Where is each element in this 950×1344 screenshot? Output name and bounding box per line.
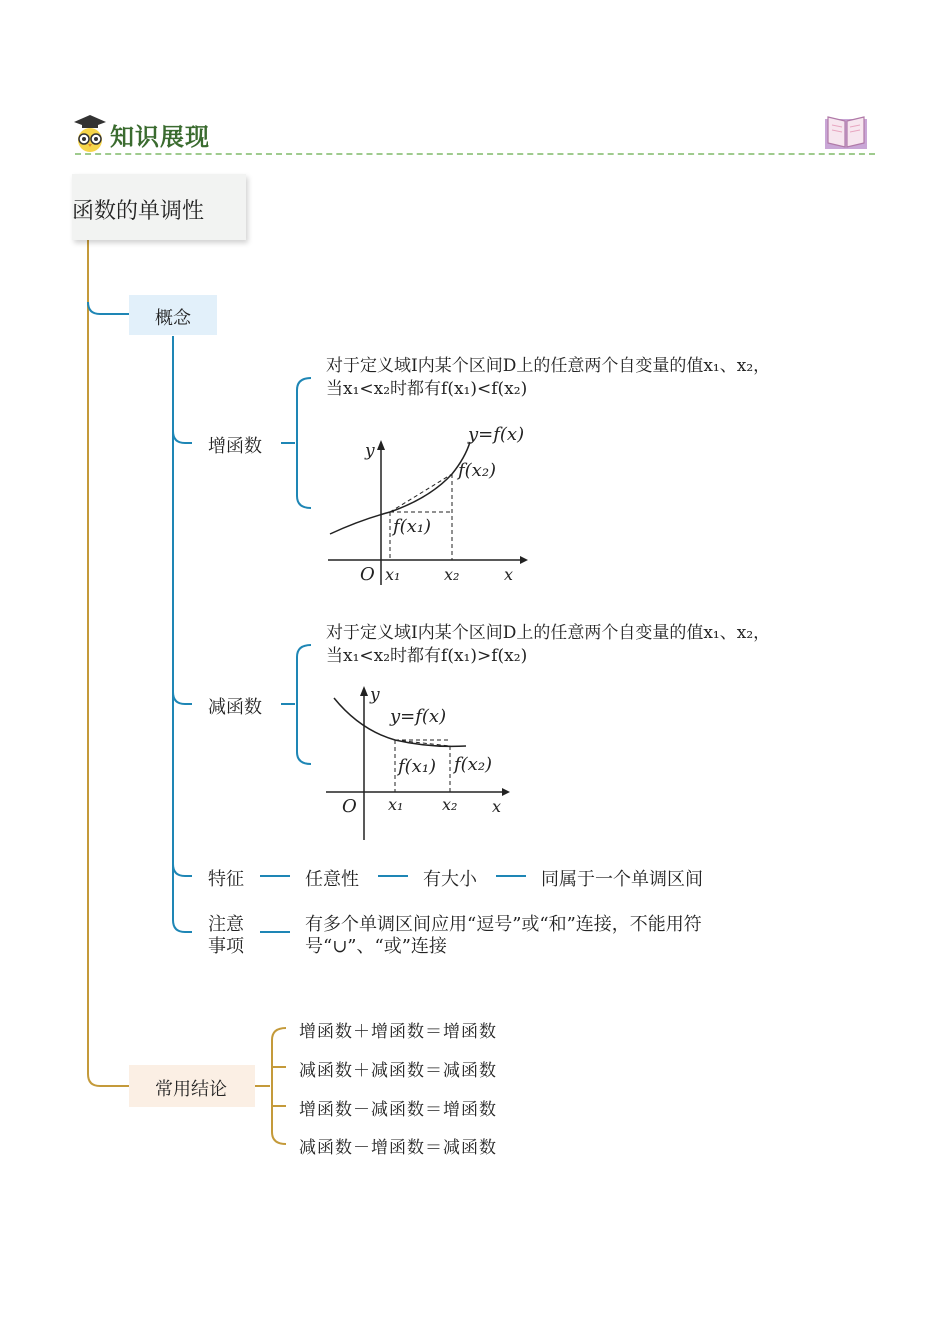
origin-label: O (342, 796, 357, 817)
decreasing-desc-line2: 当x₁<x₂时都有f(x₁)>f(x₂) (326, 646, 528, 666)
notes-text-line2: 号“∪”、“或”连接 (305, 936, 447, 957)
features-label: 特征 (208, 869, 244, 890)
x1-label: x₁ (385, 565, 401, 584)
notes-label-line1: 注意 (208, 914, 244, 935)
conclusion-item: 减函数－增函数＝减函数 (299, 1138, 497, 1158)
y-axis-label: y (365, 441, 375, 461)
x2-label: x₂ (442, 795, 458, 814)
feature-item: 有大小 (423, 869, 477, 890)
decreasing-function-graph (320, 680, 520, 845)
x-axis-label: x (492, 797, 502, 816)
root-node-title: 函数的单调性 (72, 199, 205, 224)
x-axis-label: x (504, 565, 514, 584)
notes-text-line1: 有多个单调区间应用“逗号”或“和”连接，不能用符 (305, 914, 702, 935)
conclusion-item: 增函数＋增函数＝增函数 (299, 1022, 497, 1042)
increasing-desc-line1: 对于定义域I内某个区间D上的任意两个自变量的值x₁、x₂， (326, 356, 771, 376)
notes-label-line2: 事项 (208, 936, 244, 957)
open-book-icon (823, 113, 869, 153)
conclusion-item: 减函数＋减函数＝减函数 (299, 1061, 497, 1081)
concept-node-label: 概念 (155, 308, 191, 329)
point1-label: f(x₁) (398, 756, 437, 777)
x1-label: x₁ (388, 795, 404, 814)
conclusion-node-label: 常用结论 (155, 1079, 227, 1100)
x2-label: x₂ (444, 565, 460, 584)
conclusion-item: 增函数－减函数＝增函数 (299, 1100, 497, 1120)
increasing-function-graph (320, 420, 540, 590)
increasing-function-label: 增函数 (208, 436, 262, 457)
point2-label: f(x₂) (458, 460, 497, 481)
point1-label: f(x₁) (393, 516, 432, 537)
feature-item: 同属于一个单调区间 (541, 869, 703, 890)
origin-label: O (360, 564, 375, 585)
header-divider (75, 153, 875, 155)
decreasing-function-label: 减函数 (208, 697, 262, 718)
feature-item: 任意性 (305, 869, 359, 890)
section-title: 知识展现 (110, 123, 210, 151)
y-axis-label: y (370, 685, 380, 705)
curve-label: y=f(x) (468, 424, 525, 445)
increasing-desc-line2: 当x₁<x₂时都有f(x₁)<f(x₂) (326, 379, 528, 399)
point2-label: f(x₂) (454, 754, 493, 775)
curve-label: y=f(x) (390, 706, 447, 727)
decreasing-desc-line1: 对于定义域I内某个区间D上的任意两个自变量的值x₁、x₂， (326, 623, 771, 643)
owl-graduate-icon (72, 113, 108, 153)
